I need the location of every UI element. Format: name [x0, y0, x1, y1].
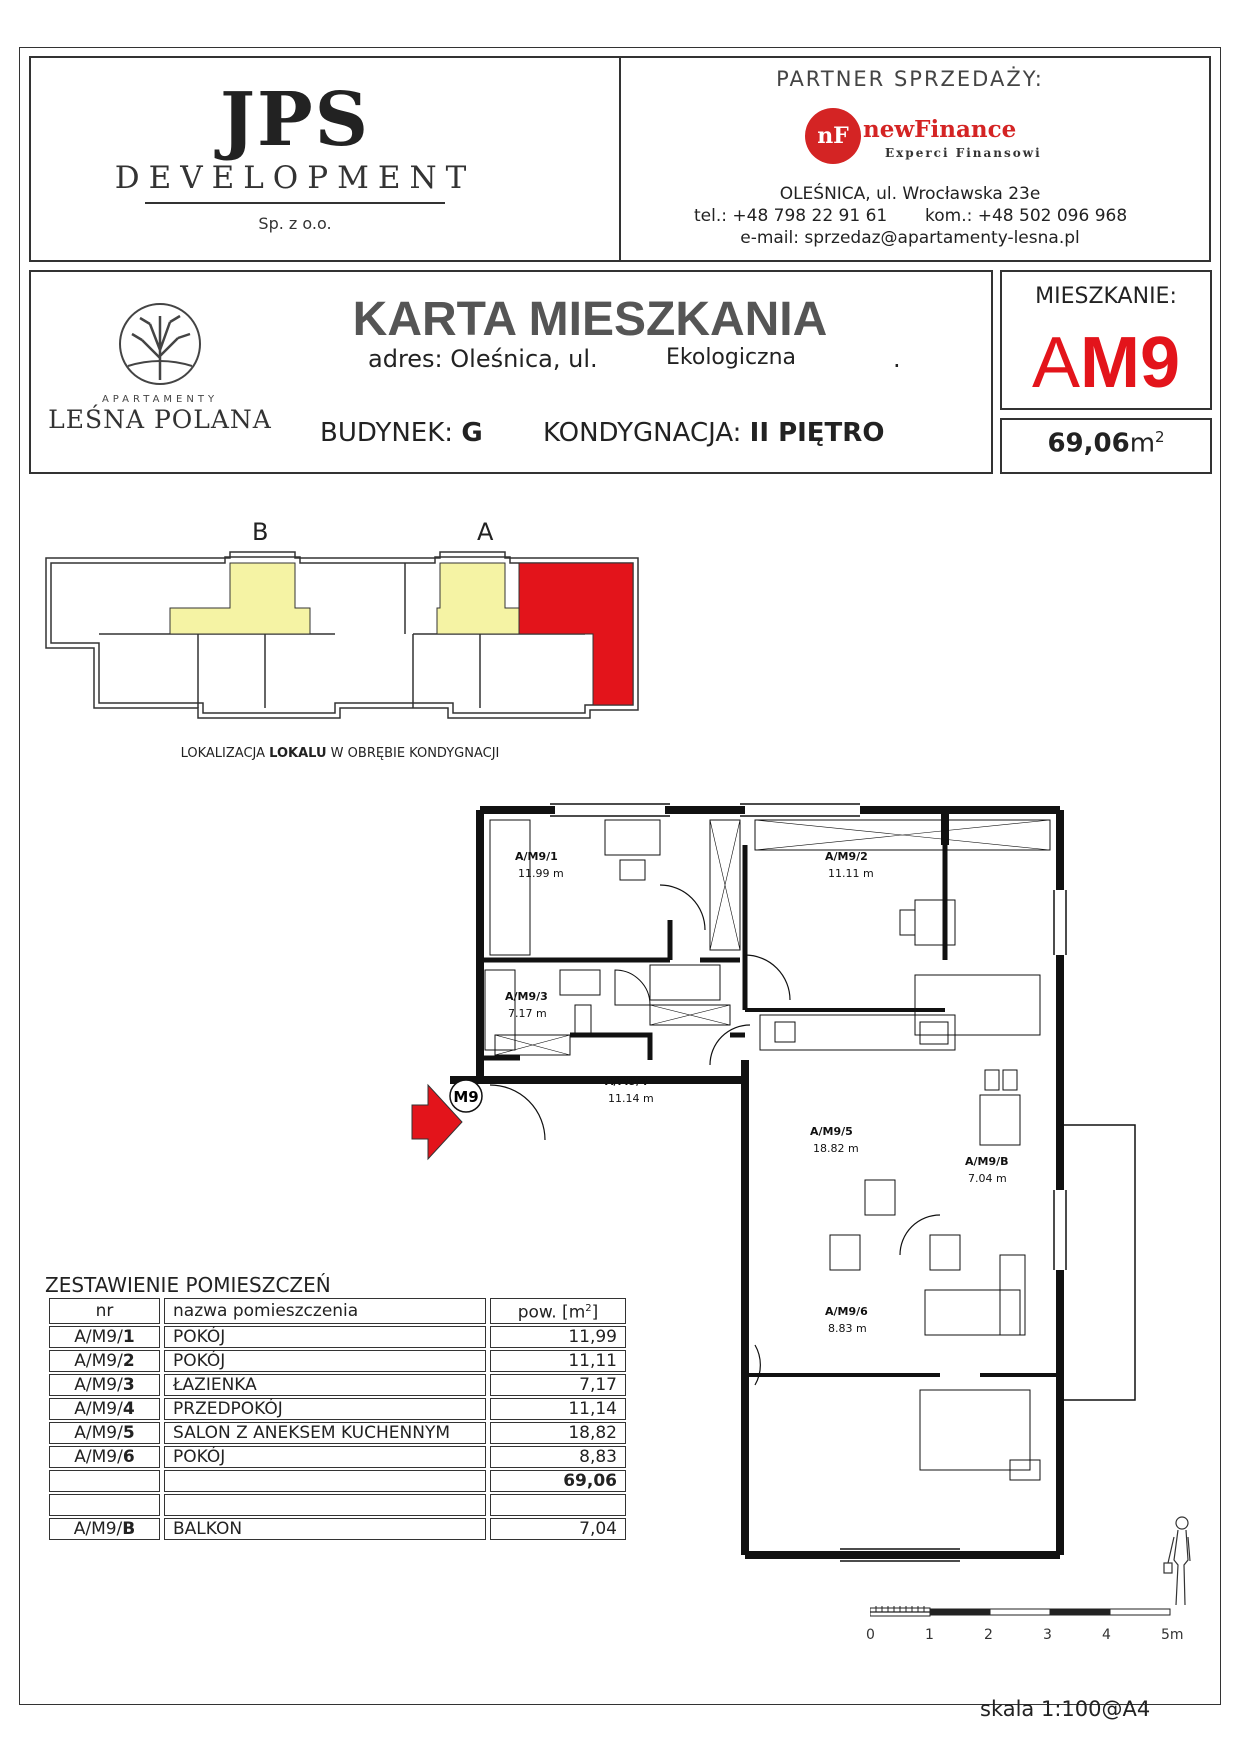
- developer-divider: [145, 202, 445, 204]
- apartment-code: M9: [1080, 323, 1181, 403]
- scale-tick-label: 5m: [1161, 1627, 1184, 1643]
- apartment-number: [1000, 318, 1212, 408]
- room-area-label: 11.11 m: [828, 867, 874, 880]
- row-area: 11,11: [490, 1350, 626, 1372]
- room-id-label: A/M9/6: [825, 1305, 868, 1318]
- row-area: 11,14: [490, 1398, 626, 1420]
- scale-tick-label: 2: [984, 1627, 993, 1643]
- room-id-label: A/M9/4: [605, 1075, 648, 1088]
- card-street: Ekologiczna: [666, 345, 797, 370]
- row-name: SALON Z ANEKSEM KUCHENNYM: [164, 1422, 486, 1444]
- partner-title: PARTNER SPRZEDAŻY:: [776, 67, 1044, 91]
- developer-line3: Sp. z o.o.: [258, 214, 332, 233]
- total-area: 69,06: [490, 1470, 626, 1492]
- row-nr: [49, 1398, 160, 1420]
- header-area-sup: 2: [585, 1303, 592, 1314]
- location-label-a: A: [477, 518, 494, 546]
- header-nr: nr: [49, 1298, 160, 1324]
- apartment-area: [1000, 428, 1212, 459]
- row-nr: [49, 1422, 160, 1444]
- building-value: G: [461, 418, 483, 448]
- row-num: 1: [122, 1326, 135, 1347]
- developer-line2: DEVELOPMENT: [114, 160, 476, 196]
- row-num: 6: [122, 1446, 135, 1467]
- location-label-b: B: [252, 518, 269, 546]
- row-num: 3: [122, 1374, 135, 1395]
- balcony-row: [49, 1518, 626, 1540]
- partner-logo-name: newFinance: [863, 116, 1017, 143]
- row-prefix: A/M9/: [74, 1446, 123, 1467]
- partner-logo-sub: Experci Finansowi: [885, 146, 1042, 160]
- staircase-a: [437, 563, 520, 634]
- room-id-label: A/M9/B: [965, 1155, 1009, 1168]
- location-caption-post: W OBRĘBIE KONDYGNACJI: [326, 746, 500, 761]
- apartment-area-sup: 2: [1155, 428, 1165, 446]
- human-figure-icon: [1160, 1515, 1200, 1610]
- developer-logo: [110, 77, 480, 233]
- scale-tick-label: 4: [1102, 1627, 1111, 1643]
- row-area: 8,83: [490, 1446, 626, 1468]
- room-area-label: 18.82 m: [813, 1142, 859, 1155]
- project-line1: APARTAMENTY: [101, 394, 219, 405]
- row-name: POKÓJ: [164, 1326, 486, 1348]
- partner-kom: kom.: +48 502 096 968: [925, 206, 1128, 226]
- room-area-label: 7.04 m: [968, 1172, 1007, 1185]
- row-area: 7,04: [490, 1518, 626, 1540]
- location-caption: [120, 746, 560, 761]
- location-key-plan: [40, 548, 650, 723]
- developer-name: JPS: [219, 77, 371, 163]
- room-id-label: A/M9/1: [515, 850, 558, 863]
- row-area: 18,82: [490, 1422, 626, 1444]
- card-title: KARTA MIESZKANIA: [352, 293, 828, 346]
- scale-tick-label: 3: [1043, 1627, 1052, 1643]
- table-total-row: [49, 1470, 626, 1492]
- row-name: POKÓJ: [164, 1446, 486, 1468]
- location-caption-bold: LOKALU: [269, 746, 327, 761]
- header-name: nazwa pomieszczenia: [164, 1298, 486, 1324]
- apartment-highlight: [519, 563, 633, 705]
- row-nr: [49, 1518, 160, 1540]
- header-area-close: ]: [591, 1302, 599, 1323]
- card-address: [368, 345, 598, 373]
- row-nr: [49, 1374, 160, 1396]
- row-name: BALKON: [164, 1518, 486, 1540]
- row-num: 5: [122, 1422, 135, 1443]
- row-num: 4: [122, 1398, 135, 1419]
- row-prefix: A/M9/: [74, 1350, 123, 1371]
- room-area-label: 7.17 m: [508, 1007, 547, 1020]
- row-area: 7,17: [490, 1374, 626, 1396]
- table-row: [49, 1422, 626, 1444]
- floor-value: II PIĘTRO: [749, 418, 885, 448]
- room-area-label: 11.14 m: [608, 1092, 654, 1105]
- scale-tick-label: 1: [925, 1627, 934, 1643]
- project-logo: [40, 300, 280, 434]
- rooms-table-header: [49, 1298, 626, 1324]
- row-prefix: A/M9/: [74, 1398, 123, 1419]
- address-suffix: .: [893, 345, 901, 373]
- partner-address: OLEŚNICA, ul. Wrocławska 23e: [779, 184, 1041, 204]
- row-prefix: A/M9/: [73, 1518, 123, 1539]
- floor-info: [543, 418, 884, 448]
- scale-bar: [870, 1598, 1180, 1628]
- staircase-b: [170, 563, 310, 634]
- location-caption-pre: LOKALIZACJA: [180, 746, 270, 761]
- row-nr: [49, 1350, 160, 1372]
- row-area: 11,99: [490, 1326, 626, 1348]
- row-num: 2: [122, 1350, 135, 1371]
- rooms-table-title: ZESTAWIENIE POMIESZCZEŃ: [45, 1273, 331, 1297]
- apartment-area-value: 69,06: [1047, 428, 1130, 459]
- scale-tick-label: 0: [866, 1627, 875, 1643]
- floor-label: KONDYGNACJA:: [543, 418, 742, 448]
- table-row: [49, 1326, 626, 1348]
- apartment-area-unit: m: [1129, 428, 1156, 459]
- address-prefix: adres: Oleśnica, ul.: [368, 345, 598, 373]
- room-id-label: A/M9/2: [825, 850, 868, 863]
- row-nr: [49, 1326, 160, 1348]
- apartment-prefix: A: [1031, 323, 1080, 403]
- rooms-table: [45, 1296, 630, 1542]
- room-area-label: 11.99 m: [518, 867, 564, 880]
- header-area: [490, 1298, 626, 1324]
- room-id-label: A/M9/5: [810, 1125, 853, 1138]
- building-label: BUDYNEK:: [320, 418, 454, 448]
- tree-icon: [110, 300, 210, 390]
- row-nr: [49, 1446, 160, 1468]
- project-line2: LEŚNA POLANA: [48, 405, 272, 434]
- row-prefix: A/M9/: [74, 1422, 123, 1443]
- apartment-label: MIESZKANIE:: [1035, 284, 1177, 309]
- table-row: [49, 1446, 626, 1468]
- row-name: POKÓJ: [164, 1350, 486, 1372]
- partner-email[interactable]: e-mail: sprzedaz@apartamenty-lesna.pl: [740, 228, 1080, 248]
- row-prefix: A/M9/: [74, 1374, 123, 1395]
- partner-logo-mark: nF: [805, 108, 861, 164]
- room-id-label: A/M9/3: [505, 990, 548, 1003]
- table-row: [49, 1350, 626, 1372]
- partner-tel: tel.: +48 798 22 91 61: [694, 206, 888, 226]
- row-num: B: [122, 1518, 136, 1539]
- row-name: PRZEDPOKÓJ: [164, 1398, 486, 1420]
- header-area-text: pow. [m: [517, 1302, 586, 1323]
- entry-tag: M9: [453, 1088, 479, 1106]
- table-row: [49, 1398, 626, 1420]
- table-row: [49, 1374, 626, 1396]
- row-name: ŁAZIENKA: [164, 1374, 486, 1396]
- row-prefix: A/M9/: [74, 1326, 123, 1347]
- building-info: [320, 418, 483, 448]
- room-area-label: 8.83 m: [828, 1322, 867, 1335]
- scale-label: skala 1:100@A4: [980, 1697, 1151, 1721]
